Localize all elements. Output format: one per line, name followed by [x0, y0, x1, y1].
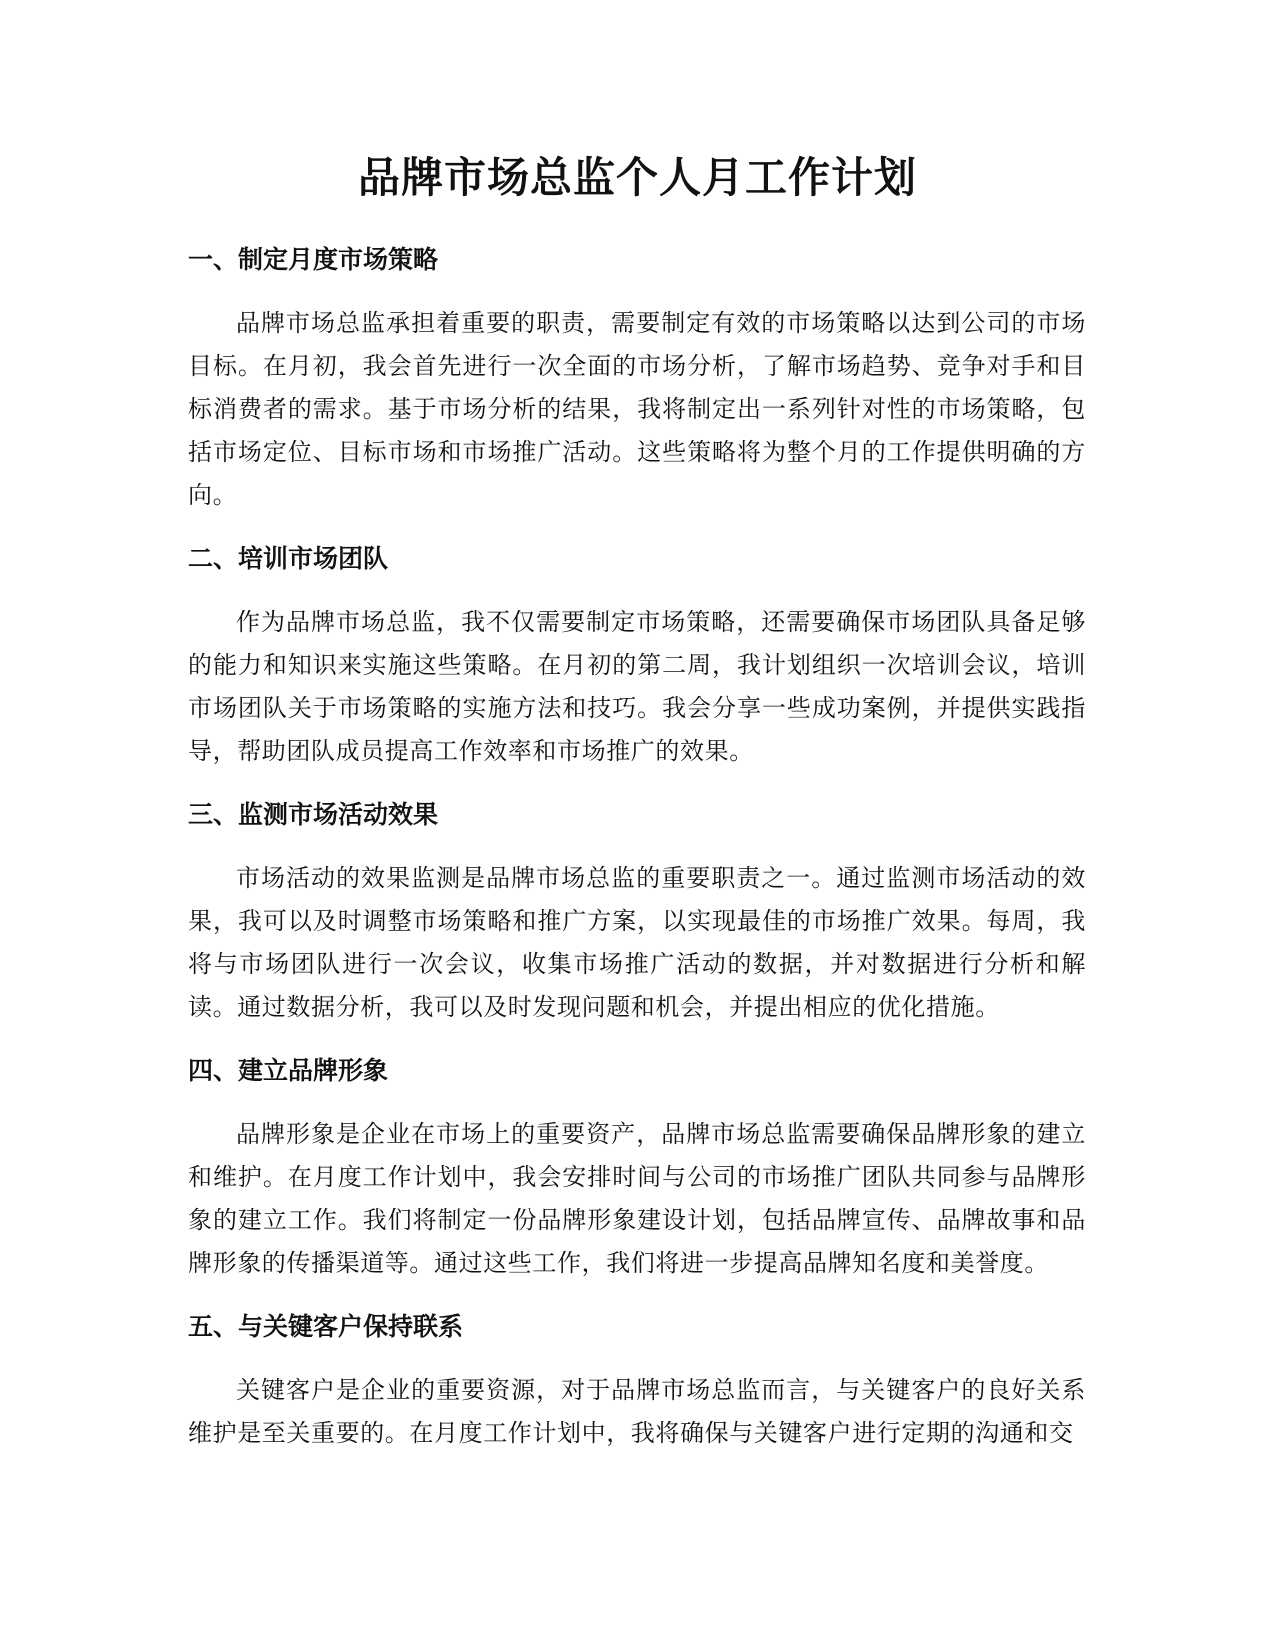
section-heading: 三、监测市场活动效果: [188, 800, 439, 829]
section-paragraph: 品牌市场总监承担着重要的职责，需要制定有效的市场策略以达到公司的市场目标。在月初，我会首先进行一次全面的市场分析，了解市场趋势、竞争对手和目标消费者的需求。基于市场分析的结果，我将制定出一系列针对性的市场策略，包括市场定位、目标市场和市场推广活动。这些策略将为整个月的工作提供明确的方向。: [188, 309, 1086, 509]
document-title: 品牌市场总监个人月工作计划: [357, 153, 917, 202]
section-market-strategy: [188, 240, 1086, 517]
section-activity-monitoring: [188, 795, 1086, 1029]
section-heading: 二、培训市场团队: [188, 544, 389, 573]
section-paragraph: 市场活动的效果监测是品牌市场总监的重要职责之一。通过监测市场活动的效果，我可以及时调整市场策略和推广方案，以实现最佳的市场推广效果。每周，我将与市场团队进行一次会议，收集市场推广活动的数据，并对数据进行分析和解读。通过数据分析，我可以及时发现问题和机会，并提出相应的优化措施。: [188, 864, 1086, 1021]
section-brand-image: [188, 1051, 1086, 1285]
section-paragraph: 关键客户是企业的重要资源，对于品牌市场总监而言，与关键客户的良好关系维护是至关重要的。在月度工作计划中，我将确保与关键客户进行定期的沟通和交: [188, 1376, 1086, 1447]
section-heading: 五、与关键客户保持联系: [188, 1312, 464, 1341]
section-paragraph: 作为品牌市场总监，我不仅需要制定市场策略，还需要确保市场团队具备足够的能力和知识来实施这些策略。在月初的第二周，我计划组织一次培训会议，培训市场团队关于市场策略的实施方法和技巧。我会分享一些成功案例，并提供实践指导，帮助团队成员提高工作效率和市场推广的效果。: [188, 608, 1086, 765]
section-paragraph: 品牌形象是企业在市场上的重要资产，品牌市场总监需要确保品牌形象的建立和维护。在月度工作计划中，我会安排时间与公司的市场推广团队共同参与品牌形象的建立工作。我们将制定一份品牌形象建设计划，包括品牌宣传、品牌故事和品牌形象的传播渠道等。通过这些工作，我们将进一步提高品牌知名度和美誉度。: [188, 1120, 1086, 1277]
section-heading: 四、建立品牌形象: [188, 1056, 389, 1085]
section-team-training: [188, 539, 1086, 773]
document-body: [188, 240, 1086, 1477]
section-heading: 一、制定月度市场策略: [188, 245, 439, 274]
section-key-clients: [188, 1307, 1086, 1455]
